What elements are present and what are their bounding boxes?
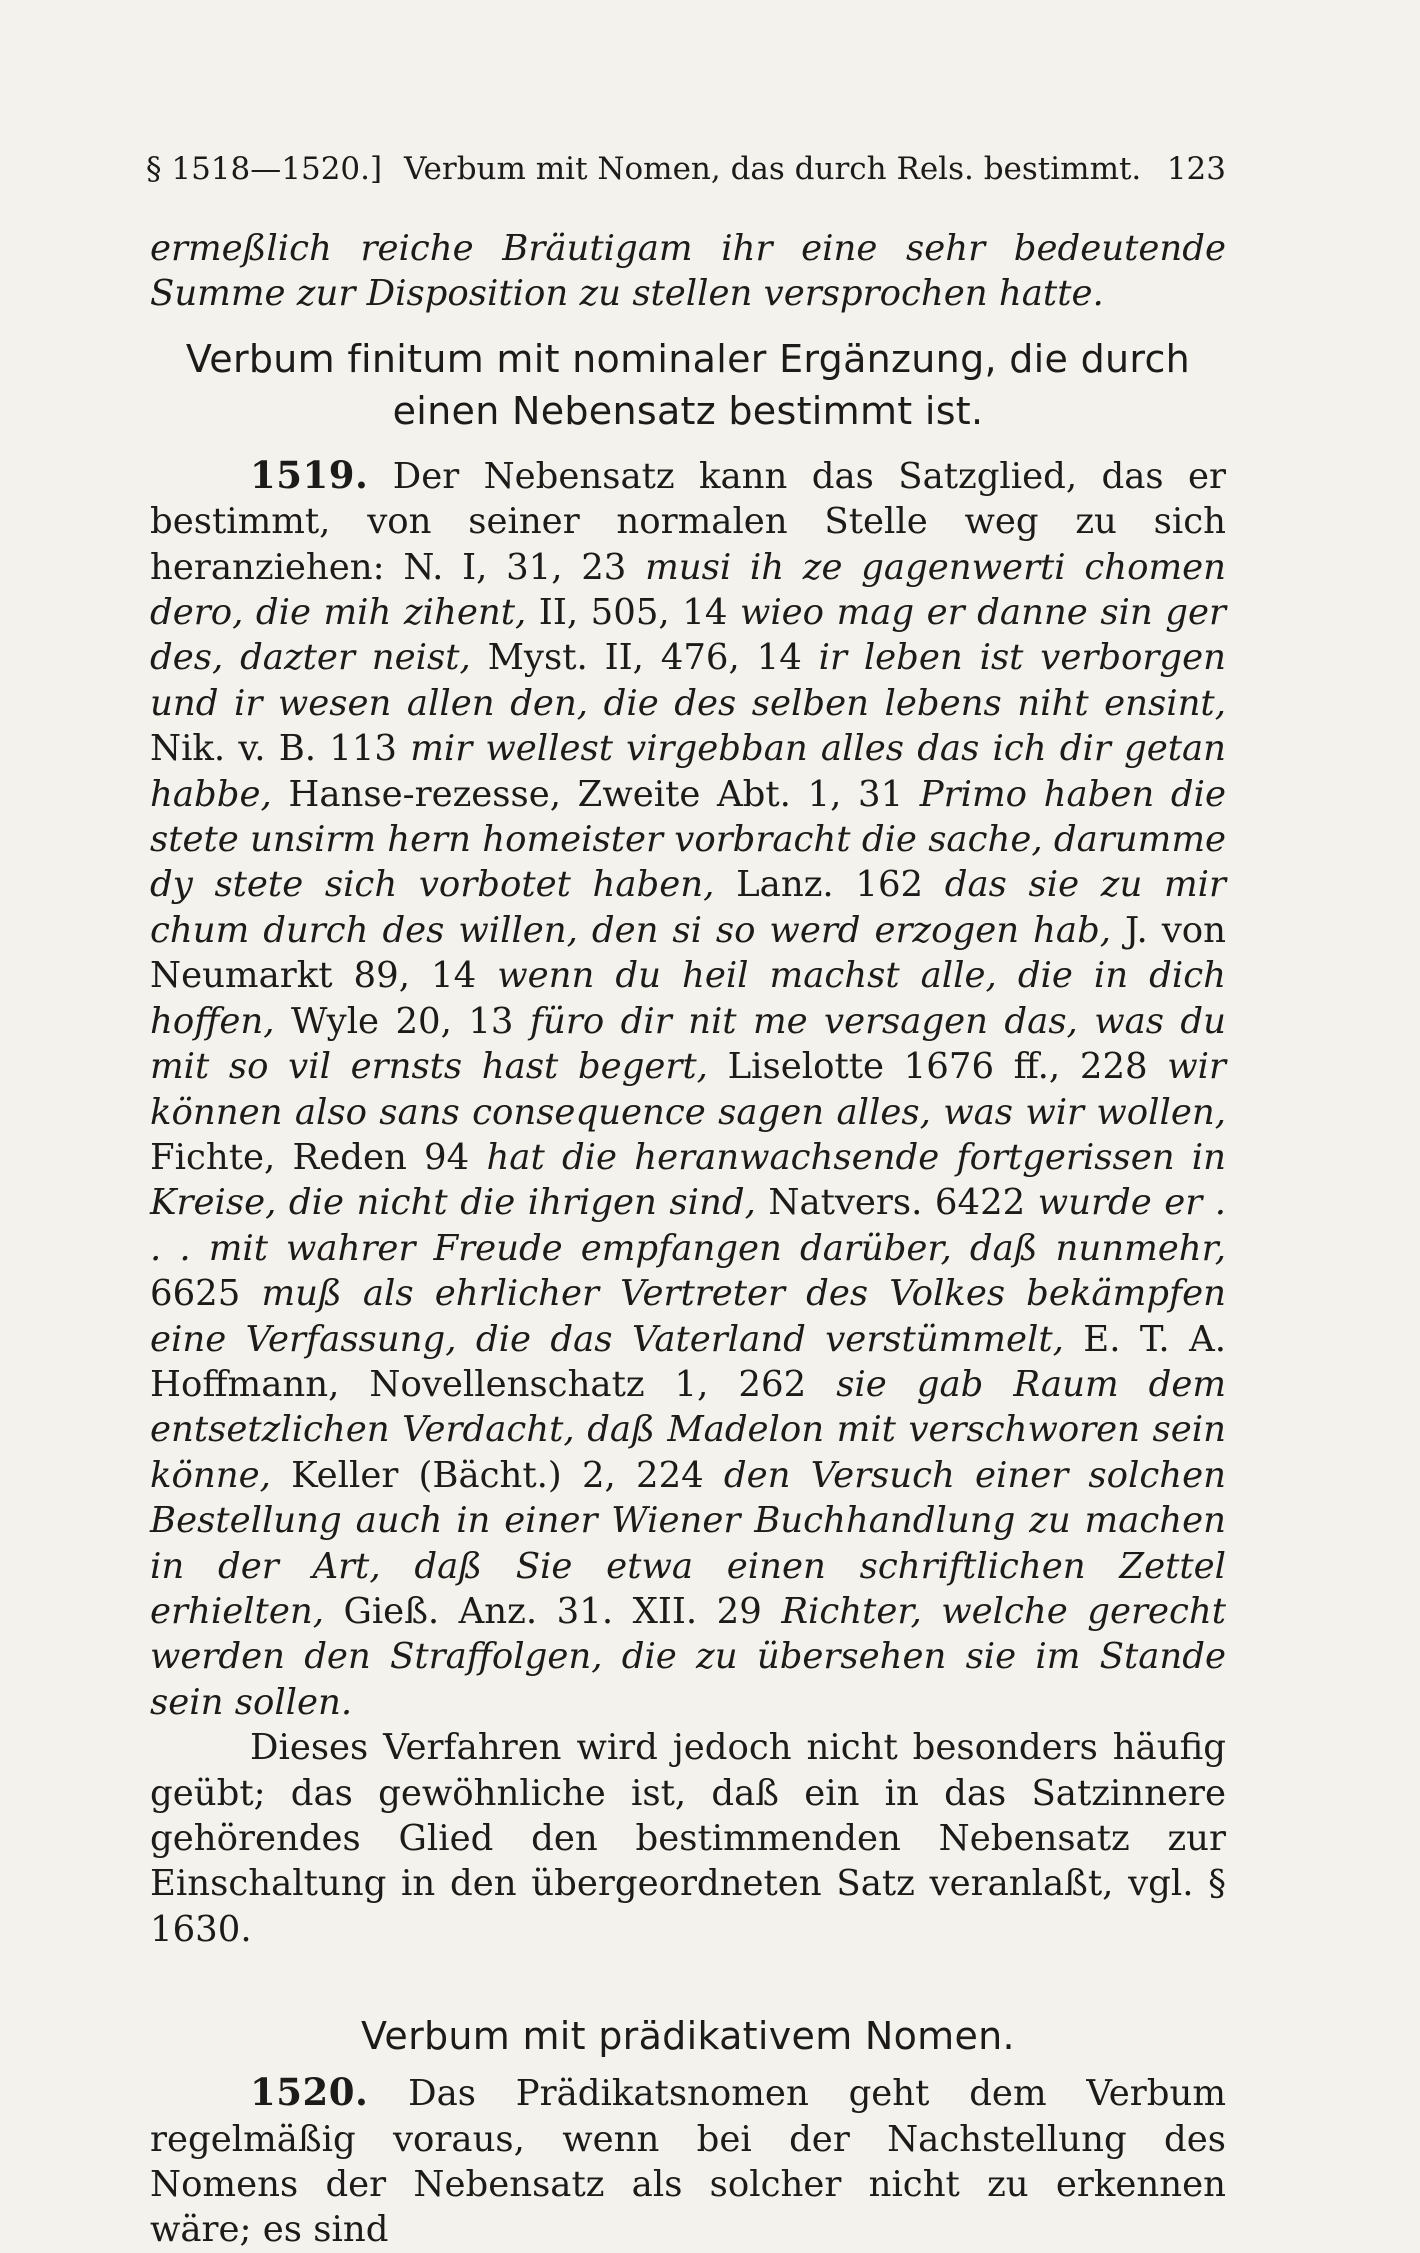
- quotation-italic: wenn du heil machst alle, die in dich hoffen,: [150, 955, 1226, 1042]
- paragraph-1519: [150, 453, 1226, 1725]
- citation-text: Gieß. Anz. 31. XII. 29: [323, 1590, 782, 1632]
- citation-text: II, 505, 14: [526, 592, 740, 634]
- quotation-italic: füro dir nit me versagen das, was du mit so vil ernsts hast begert,: [150, 1000, 1226, 1088]
- paragraph-number-1519: 1519.: [250, 452, 369, 497]
- citation-text: E. T. A. Hoffmann, Novellenschatz 1, 262: [150, 1318, 1226, 1405]
- citation-text: Natvers. 6422: [755, 1182, 1038, 1224]
- quotation-italic: den Versuch einer solchen Bestellung auch in einer Wiener Buchhandlung zu machen in der Art, daß Sie etwa einen schriftlichen Zettel erhielten,: [150, 1454, 1226, 1632]
- quotation-italic: wurde er . . . mit wahrer Freude empfangen darüber, daß nunmehr,: [150, 1182, 1226, 1269]
- running-head: [146, 146, 1226, 192]
- quotation-italic: hat die heranwachsende fortgerissen in Kreise, die nicht die ihrigen sind,: [150, 1136, 1226, 1224]
- quotation-italic: das sie zu mir chum durch des willen, den si so werd erzogen hab,: [150, 864, 1226, 951]
- continuation-text: ermeßlich reiche Bräutigam ihr eine sehr bedeutende Summe zur Disposition zu stellen versprochen hatte.: [150, 228, 1226, 315]
- quotation-italic: wieo mag er danne sin ger des, dazter neist,: [150, 592, 1227, 679]
- quotation-italic: muß als ehrlicher Vertreter des Volkes bekämpfen eine Verfassung, die das Vaterland verstümmelt,: [150, 1273, 1226, 1360]
- quotation-italic: Primo haben die stete unsirm hern homeister vorbracht die sache, darumme dy stete sich vorbotet haben,: [150, 773, 1226, 906]
- citation-text: 6625: [150, 1273, 262, 1315]
- quotation-italic: ir leben ist verborgen und ir wesen allen den, die des selben lebens niht ensint,: [150, 637, 1226, 724]
- paragraph-number-1520: 1520.: [250, 2070, 369, 2115]
- citation-text: Myst. II, 476, 14: [470, 637, 819, 679]
- running-head-section: § 1518—1520.]: [146, 151, 383, 187]
- quotation-italic: wir können also sans consequence sagen alles, was wir wollen,: [150, 1046, 1226, 1133]
- citation-text: Fichte, Reden 94: [150, 1136, 487, 1178]
- citation-text: Keller (Bächt.) 2, 224: [270, 1454, 724, 1496]
- citation-text: J. von Neumarkt 89, 14: [150, 909, 1226, 997]
- paragraph-1519-body: [150, 456, 1226, 1723]
- quotation-italic: Richter, welche gerecht werden den Straffolgen, die zu übersehen sie im Stande sein sollen.: [150, 1590, 1226, 1723]
- page-number: 123: [1166, 151, 1226, 187]
- citation-text: Liselotte 1676 ff., 228: [707, 1046, 1168, 1088]
- paragraph-1519-note: Dieses Verfahren wird jedoch nicht besonders häufig geübt; das gewöhnliche ist, daß ein in das Satzinnere gehörendes Glied den bestimmenden Nebensatz zur Einschaltung in den übergeordneten Satz veranlaßt, vgl. § 1630.: [150, 1727, 1226, 1950]
- quotation-italic: mir wellest virgebban alles das ich dir getan habbe,: [150, 728, 1227, 815]
- citation-text: Hanse-rezesse, Zweite Abt. 1, 31: [271, 773, 920, 815]
- quotation-italic: sie gab Raum dem entsetzlichen Verdacht, daß Madelon mit verschworen sein könne,: [150, 1363, 1226, 1496]
- citation-text: Der Nebensatz kann das Satzglied, das er bestimmt, von seiner normalen Stelle weg zu sich heranziehen: N. I, 31, 23: [150, 455, 1226, 588]
- body-text: [150, 226, 1226, 2253]
- paragraph-1520: [150, 2070, 1226, 2253]
- quotation-italic: musi ih ze gagenwerti chomen dero, die mih zihent,: [150, 546, 1226, 634]
- running-head-title: Verbum mit Nomen, das durch Rels. bestimmt.: [404, 151, 1142, 187]
- paragraph-1520-body: Das Prädikatsnomen geht dem Verbum regelmäßig voraus, wenn bei der Nachstellung des Nomens der Nebensatz als solcher nicht zu erkennen wäre; es sind: [150, 2073, 1226, 2251]
- citation-text: Nik. v. B. 113: [150, 728, 411, 770]
- citation-text: Lanz. 162: [714, 864, 945, 906]
- section-heading-praedikativ: Verbum mit prädikativem Nomen.: [361, 2014, 1015, 2059]
- section-heading-verbum-finitum: Verbum finitum mit nominaler Ergänzung, die durch einen Nebensatz bestimmt ist.: [185, 336, 1191, 433]
- citation-text: Wyle 20, 13: [274, 1000, 530, 1042]
